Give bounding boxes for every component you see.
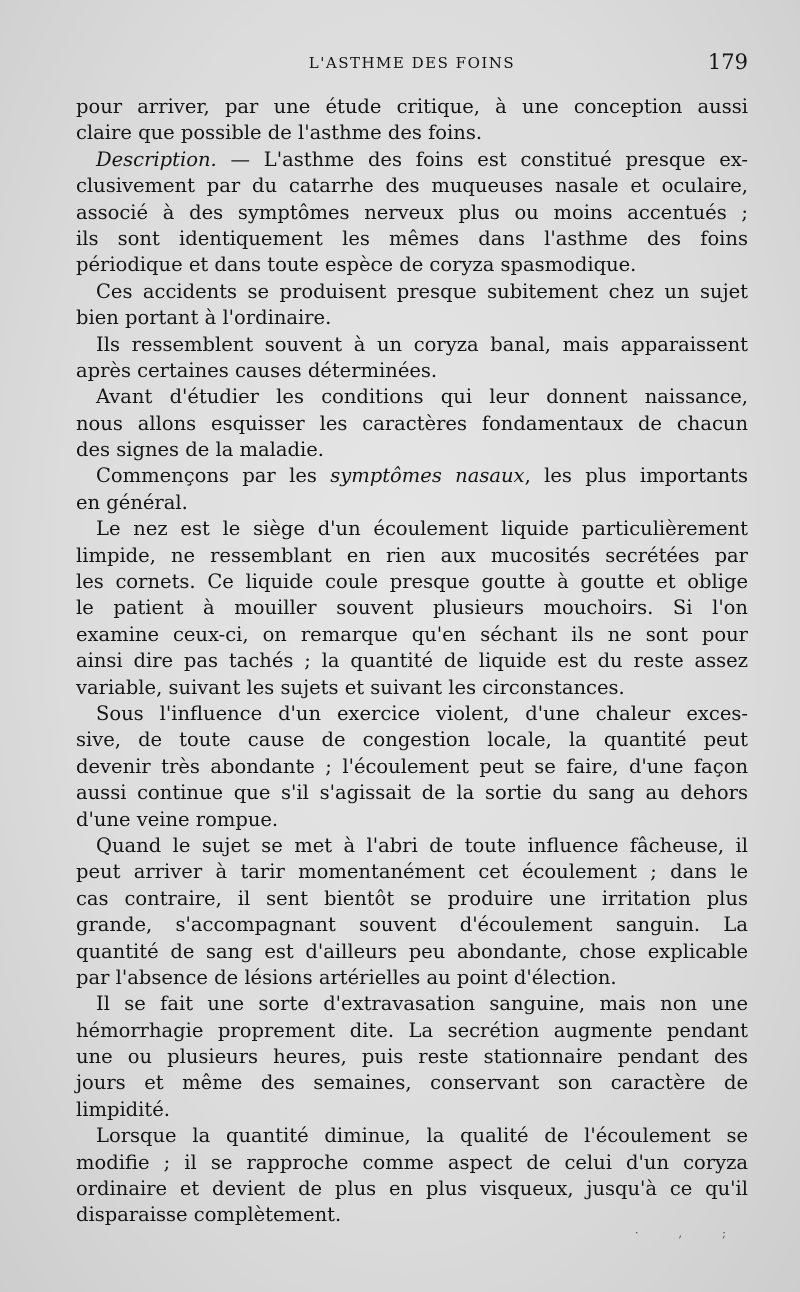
- text-line: peut arriver à tarir momentanément cet écoulement ; dans le: [76, 860, 748, 884]
- text-line: ordinaire et devient de plus en plus visqueux, jusqu'à ce qu'il: [76, 1177, 748, 1201]
- body-text: [76, 94, 748, 1229]
- text-line: une ou plusieurs heures, puis reste stationnaire pendant des: [76, 1045, 748, 1069]
- text-line: devenir très abondante ; l'écoulement peut se faire, d'une façon: [76, 754, 748, 778]
- text-line: en général.: [76, 490, 188, 514]
- text-line: d'une veine rompue.: [76, 807, 279, 831]
- text-line: Lorsque la quantité diminue, la qualité de l'écoulement se: [96, 1124, 748, 1148]
- running-title: L'ASTHME DES FOINS: [308, 54, 516, 72]
- text-line: ainsi dire pas tachés ; la quantité de liquide est du reste assez: [76, 649, 748, 673]
- text-line: cas contraire, il sent bientôt se produire une irritation plus: [76, 886, 748, 910]
- text-line: Avant d'étudier les conditions qui leur donnent naissance,: [96, 385, 748, 409]
- text-line: hémorrhagie proprement dite. La secrétion augmente pendant: [76, 1018, 748, 1042]
- text-line: limpide, ne ressemblant en rien aux mucosités secrétées par: [76, 543, 748, 567]
- text-line: claire que possible de l'asthme des foins.: [76, 121, 483, 145]
- page-number: 179: [707, 50, 748, 74]
- text-line: Ils ressemblent souvent à un coryza banal, mais apparaissent: [96, 332, 748, 356]
- text-line: Il se fait une sorte d'extravasation sanguine, mais non une: [96, 992, 748, 1016]
- text-line: après certaines causes déterminées.: [76, 358, 438, 382]
- text-line: examine ceux-ci, on remarque qu'en séchant ils ne sont pour: [76, 622, 748, 646]
- text-line: Le nez est le siège d'un écoulement liquide particulièrement: [96, 517, 748, 541]
- text-line: grande, s'accompagnant souvent d'écoulement sanguin. La: [76, 913, 748, 937]
- text-line: par l'absence de lésions artérielles au point d'élection.: [76, 965, 617, 989]
- scan-specks: · , ;: [634, 1226, 744, 1240]
- text-line: aussi continue que s'il s'agissait de la sortie du sang au dehors: [76, 781, 748, 805]
- text-line: pour arriver, par une étude critique, à une conception aussi: [76, 95, 748, 118]
- text-line: Description. — L'asthme des foins est constitué presque ex-: [96, 147, 748, 171]
- text-line: bien portant à l'ordinaire.: [76, 306, 332, 330]
- text-line: nous allons esquisser les caractères fondamentaux de chacun: [76, 411, 748, 435]
- text-line: périodique et dans toute espèce de coryza spasmodique.: [76, 253, 637, 277]
- text-line: limpidité.: [76, 1097, 170, 1121]
- text-line: des signes de la maladie.: [76, 438, 324, 462]
- text-line: sive, de toute cause de congestion locale, la quantité peut: [76, 728, 748, 752]
- text-line: disparaisse complètement.: [76, 1203, 342, 1227]
- text-line: associé à des symptômes nerveux plus ou moins accentués ;: [76, 200, 748, 224]
- text-line: Sous l'influence d'un exercice violent, d'une chaleur exces-: [96, 701, 748, 725]
- text-line: jours et même des semaines, conservant son caractère de: [76, 1071, 748, 1095]
- text-line: les cornets. Ce liquide coule presque goutte à goutte et oblige: [76, 570, 748, 594]
- text-line: variable, suivant les sujets et suivant les circonstances.: [76, 675, 625, 699]
- text-line: quantité de sang est d'ailleurs peu abondante, chose explicable: [76, 939, 748, 963]
- text-line: Quand le sujet se met à l'abri de toute influence fâcheuse, il: [96, 833, 748, 857]
- text-line: Ces accidents se produisent presque subitement chez un sujet: [96, 279, 748, 303]
- text-line: le patient à mouiller souvent plusieurs mouchoirs. Si l'on: [76, 596, 748, 620]
- text-line: Commençons par les symptômes nasaux, les plus importants: [96, 464, 749, 488]
- text-line: modifie ; il se rapproche comme aspect de celui d'un coryza: [76, 1150, 748, 1174]
- text-line: clusivement par du catarrhe des muqueuses nasale et oculaire,: [76, 174, 748, 198]
- text-line: ils sont identiquement les mêmes dans l'asthme des foins: [76, 226, 748, 250]
- page-header: [76, 48, 748, 78]
